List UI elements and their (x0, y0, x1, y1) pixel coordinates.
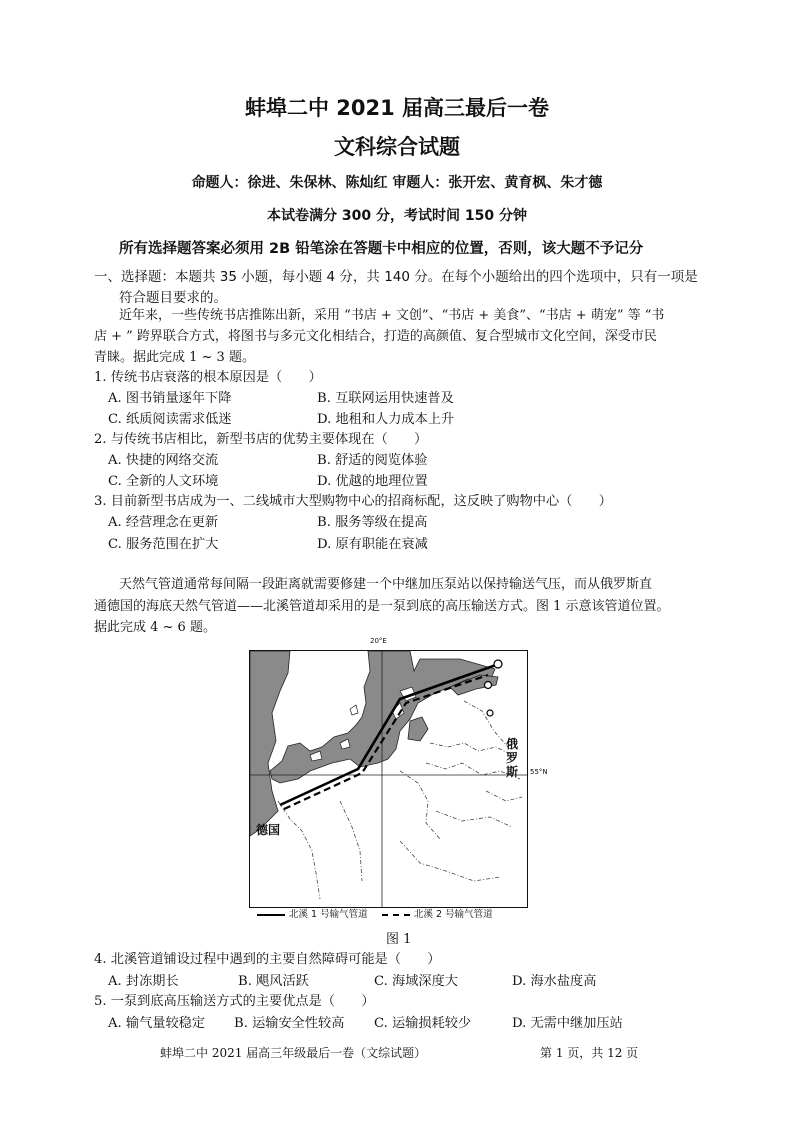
parallel-label: 55°N (530, 768, 548, 776)
option-a: A. 图书销量逐年下降 (108, 391, 232, 406)
option-a: A. 快捷的网络交流 (108, 453, 219, 468)
question-stem: 2. 与传统书店相比，新型书店的优势主要体现在（ ） (94, 432, 428, 447)
footer-left: 蚌埠二中 2021 届高三年级最后一卷（文综试题） (160, 1046, 427, 1060)
question-stem: 1. 传统书店衰落的根本原因是（ ） (94, 370, 322, 385)
exam-school-title: 蚌埠二中 2021 届高三最后一卷 (244, 96, 550, 120)
city-marker (487, 710, 493, 716)
russia-label-3: 斯 (506, 765, 519, 779)
section-heading-cont: 符合题目要求的。 (119, 290, 227, 306)
exam-info: 本试卷满分 300 分，考试时间 150 分钟 (267, 208, 527, 224)
option-c: C. 全新的人文环境 (108, 474, 219, 489)
option-c: C. 海域深度大 (374, 974, 458, 989)
legend-ns1 (257, 906, 368, 920)
section-heading: 一、选择题：本题共 35 小题，每小题 4 分，共 140 分。在每个小题给出的四个选项中，只有一项是 (94, 269, 698, 285)
start-terminal-1 (494, 660, 502, 668)
option-a: A. 输气量较稳定 (108, 1016, 206, 1031)
option-d: D. 优越的地理位置 (317, 474, 428, 489)
option-a: A. 经营理念在更新 (108, 515, 219, 530)
passage-2-line-3: 据此完成 4 ~ 6 题。 (94, 620, 216, 635)
legend-ns2 (382, 906, 493, 920)
nord-stream-map (249, 650, 528, 908)
passage-1-line-3: 青睐。据此完成 1 ~ 3 题。 (94, 350, 255, 365)
page-number: 第 1 页，共 12 页 (540, 1046, 639, 1060)
option-d: D. 海水盐度高 (512, 974, 597, 989)
passage-2-line-2: 通德国的海底天然气管道——北溪管道却采用的是一泵到底的高压输送方式。图 1 示意该管道位置。 (94, 599, 670, 614)
option-a: A. 封冻期长 (108, 974, 179, 989)
option-d: D. 地租和人力成本上升 (317, 412, 455, 427)
option-b: B. 飓风活跃 (238, 974, 309, 989)
option-b: B. 服务等级在提高 (317, 515, 428, 530)
question-stem: 3. 目前新型书店成为一、二线城市大型购物中心的招商标配，这反映了购物中心（ ） (94, 494, 612, 509)
option-c: C. 运输损耗较少 (374, 1016, 472, 1031)
passage-2-line-1: 天然气管道通常每间隔一段距离就需要修建一个中继加压泵站以保持输送气压，而从俄罗斯直 (119, 577, 653, 592)
exam-subject-title: 文科综合试题 (334, 135, 460, 159)
passage-1-line-2: 店 + ” 跨界联合方式，将图书与多元文化相结合，打造的高颜值、复合型城市文化空间，深受市民 (94, 329, 657, 344)
start-terminal-2 (485, 682, 492, 689)
russia-label-1: 俄 (506, 737, 519, 751)
question-stem: 4. 北溪管道铺设过程中遇到的主要自然障碍可能是（ ） (94, 952, 441, 967)
russia-label-2: 罗 (506, 751, 519, 765)
figure-caption: 图 1 (386, 932, 412, 947)
option-b: B. 运输安全性较高 (234, 1016, 345, 1031)
legend-solid-line (257, 914, 285, 916)
question-stem: 5. 一泵到底高压输送方式的主要优点是（ ） (94, 994, 375, 1009)
map-figure (250, 651, 528, 908)
legend-ns1-label: 北溪 1 号输气管道 (289, 909, 368, 920)
exam-authors: 命题人：徐进、朱保林、陈灿红 审题人：张开宏、黄育枫、朱才德 (191, 175, 603, 191)
option-c: C. 纸质阅读需求低迷 (108, 412, 232, 427)
option-b: B. 舒适的阅览体验 (317, 453, 428, 468)
passage-1-line-1: 近年来，一些传统书店推陈出新，采用 “书店 + 文创”、“书店 + 美食”、“书店 + 萌宠” 等 “书 (119, 308, 665, 323)
exam-notice: 所有选择题答案必须用 2B 铅笔涂在答题卡中相应的位置，否则，该大题不予记分 (119, 241, 644, 257)
option-d: D. 无需中继加压站 (512, 1016, 623, 1031)
legend-ns2-label: 北溪 2 号输气管道 (414, 909, 493, 920)
option-b: B. 互联网运用快速普及 (317, 391, 454, 406)
germany-label: 德国 (256, 823, 281, 837)
meridian-label: 20°E (370, 637, 387, 645)
option-d: D. 原有职能在衰减 (317, 537, 428, 552)
legend-dashed-line (382, 914, 410, 916)
option-c: C. 服务范围在扩大 (108, 537, 219, 552)
